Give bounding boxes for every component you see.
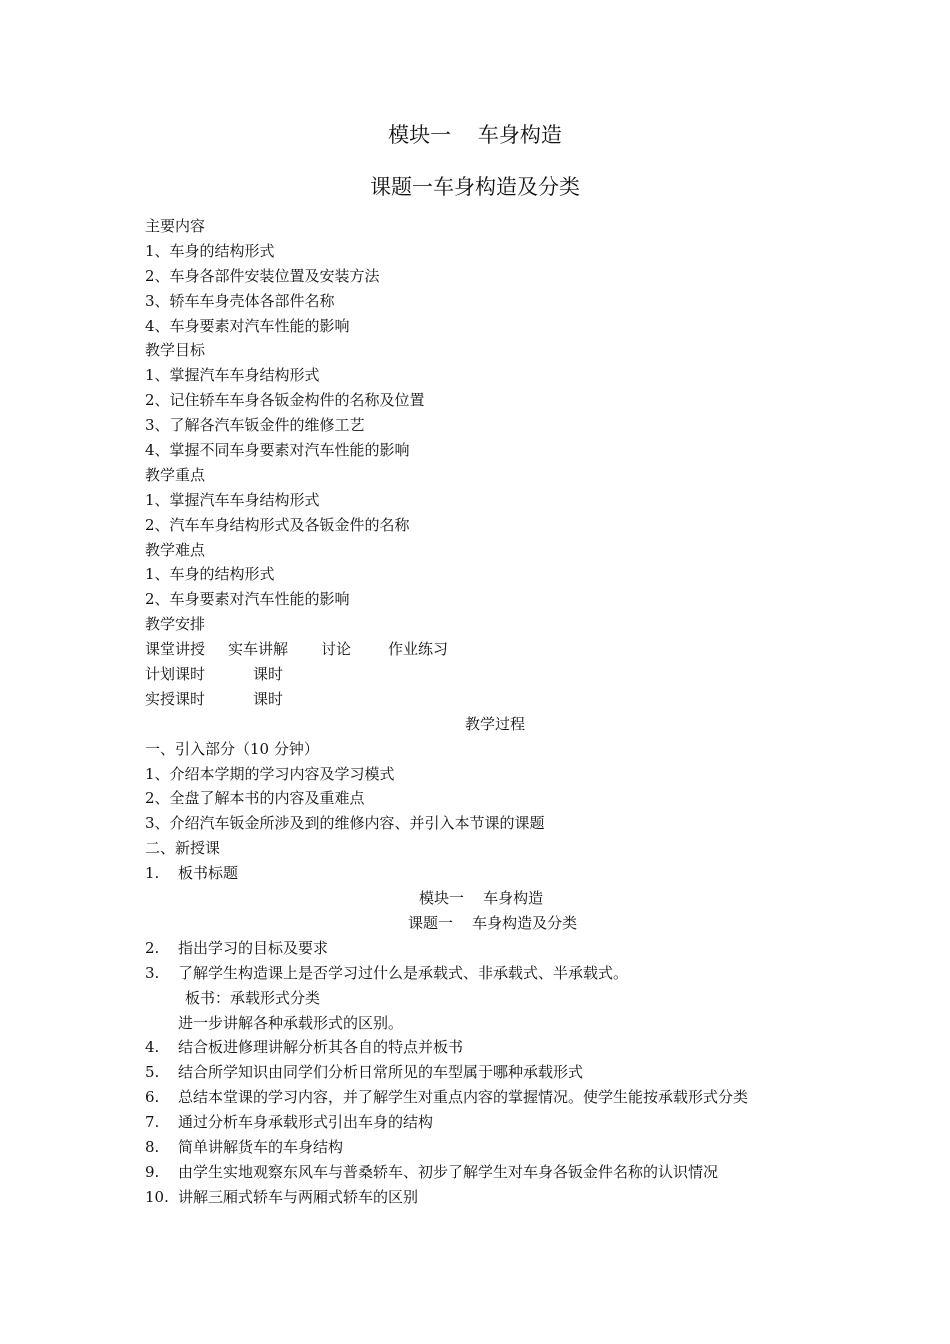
- step-number: 6.: [145, 1088, 160, 1107]
- section-label-difficult-points: 教学难点: [145, 540, 206, 559]
- module-title: 模块一 车身构造: [388, 123, 562, 147]
- step-text: 板书标题: [178, 864, 239, 883]
- step3-board-note: 板书：承载形式分类: [185, 988, 321, 1007]
- step-item: [145, 1060, 845, 1085]
- step-item: [145, 1135, 845, 1160]
- step-text: 结合板进修理讲解分析其各自的特点并板书: [178, 1038, 464, 1057]
- list-item: 1、掌握汽车车身结构形式: [145, 490, 320, 509]
- process-title: 教学过程: [464, 714, 525, 733]
- step-item: [145, 1085, 845, 1110]
- step-number: 2.: [145, 938, 160, 957]
- list-item: 1、介绍本学期的学习内容及学习模式: [145, 764, 395, 783]
- list-item: 2、汽车车身结构形式及各钣金件的名称: [145, 515, 410, 534]
- step-item: [145, 961, 845, 986]
- method-vehicle-demo: 实车讲解: [228, 640, 289, 659]
- actual-hours-unit: 课时: [253, 689, 284, 708]
- list-item: 4、掌握不同车身要素对汽车性能的影响: [145, 441, 410, 460]
- planned-hours-row: [145, 662, 845, 687]
- step-number: 4.: [145, 1038, 160, 1057]
- section-label-key-points: 教学重点: [145, 465, 206, 484]
- step-number: 1.: [145, 864, 160, 883]
- list-item: 3、了解各汽车钣金件的维修工艺: [145, 416, 365, 435]
- intro-label: 一、引入部分（10 分钟）: [145, 739, 319, 758]
- step-number: 7.: [145, 1113, 160, 1132]
- step-text: 指出学习的目标及要求: [178, 938, 329, 957]
- list-item: 1、车身的结构形式: [145, 241, 275, 260]
- list-item: 2、全盘了解本书的内容及重难点: [145, 789, 365, 808]
- new-lesson-label: 二、新授课: [145, 839, 221, 858]
- step-text: 结合所学知识由同学们分析日常所见的车型属于哪种承载形式: [178, 1063, 584, 1082]
- method-exercise: 作业练习: [388, 640, 449, 659]
- step-item: [145, 1185, 845, 1210]
- step-text: 通过分析车身承载形式引出车身的结构: [178, 1113, 434, 1132]
- document-body: [145, 214, 845, 1210]
- step-text: 由学生实地观察东风车与普桑轿车、初步了解学生对车身各钣金件名称的认识情况: [178, 1162, 719, 1181]
- planned-hours-label: 计划课时: [145, 665, 206, 684]
- step-item: [145, 861, 845, 886]
- list-item: 1、车身的结构形式: [145, 565, 275, 584]
- planned-hours-unit: 课时: [253, 665, 284, 684]
- list-item: 4、车身要素对汽车性能的影响: [145, 316, 350, 335]
- list-item: 1、掌握汽车车身结构形式: [145, 366, 320, 385]
- section-label-main-content: 主要内容: [145, 217, 206, 235]
- section-label-teaching-goals: 教学目标: [145, 341, 206, 360]
- step-item: [145, 1160, 845, 1185]
- list-item: 3、介绍汽车钣金所涉及到的维修内容、并引入本节课的课题: [145, 814, 545, 833]
- step-number: 5.: [145, 1063, 160, 1082]
- step-text: 了解学生构造课上是否学习过什么是承载式、非承载式、半承载式。: [178, 963, 629, 982]
- actual-hours-row: [145, 687, 845, 712]
- step-text: 简单讲解货车的车身结构: [178, 1137, 344, 1156]
- step-number: 9.: [145, 1162, 160, 1181]
- step-number: 3.: [145, 963, 160, 982]
- step-number: 8.: [145, 1137, 160, 1156]
- list-item: 2、车身要素对汽车性能的影响: [145, 590, 350, 609]
- method-discussion: 讨论: [321, 640, 352, 659]
- board-lesson-title: 课题一 车身构造及分类: [408, 913, 578, 932]
- step-text: 讲解三厢式轿车与两厢式轿车的区别: [178, 1187, 419, 1206]
- step-item: [145, 1110, 845, 1135]
- method-lecture: 课堂讲授: [145, 640, 206, 659]
- list-item: 2、记住轿车车身各钣金构件的名称及位置: [145, 391, 425, 410]
- section-label-arrangement: 教学安排: [145, 615, 206, 634]
- actual-hours-label: 实授课时: [145, 689, 206, 708]
- step-number: 10.: [145, 1187, 169, 1206]
- step-item: [145, 1035, 845, 1060]
- list-item: 2、车身各部件安装位置及安装方法: [145, 266, 380, 285]
- step-text: 总结本堂课的学习内容，并了解学生对重点内容的掌握情况。使学生能按承载形式分类: [178, 1088, 749, 1107]
- board-module-title: 模块一 车身构造: [419, 889, 544, 908]
- step3-more: 进一步讲解各种承载形式的区别。: [178, 1013, 404, 1032]
- step-item: [145, 936, 845, 961]
- list-item: 3、轿车车身壳体各部件名称: [145, 291, 335, 310]
- lesson-title: 课题一车身构造及分类: [370, 175, 580, 199]
- arrangement-methods: [145, 637, 845, 662]
